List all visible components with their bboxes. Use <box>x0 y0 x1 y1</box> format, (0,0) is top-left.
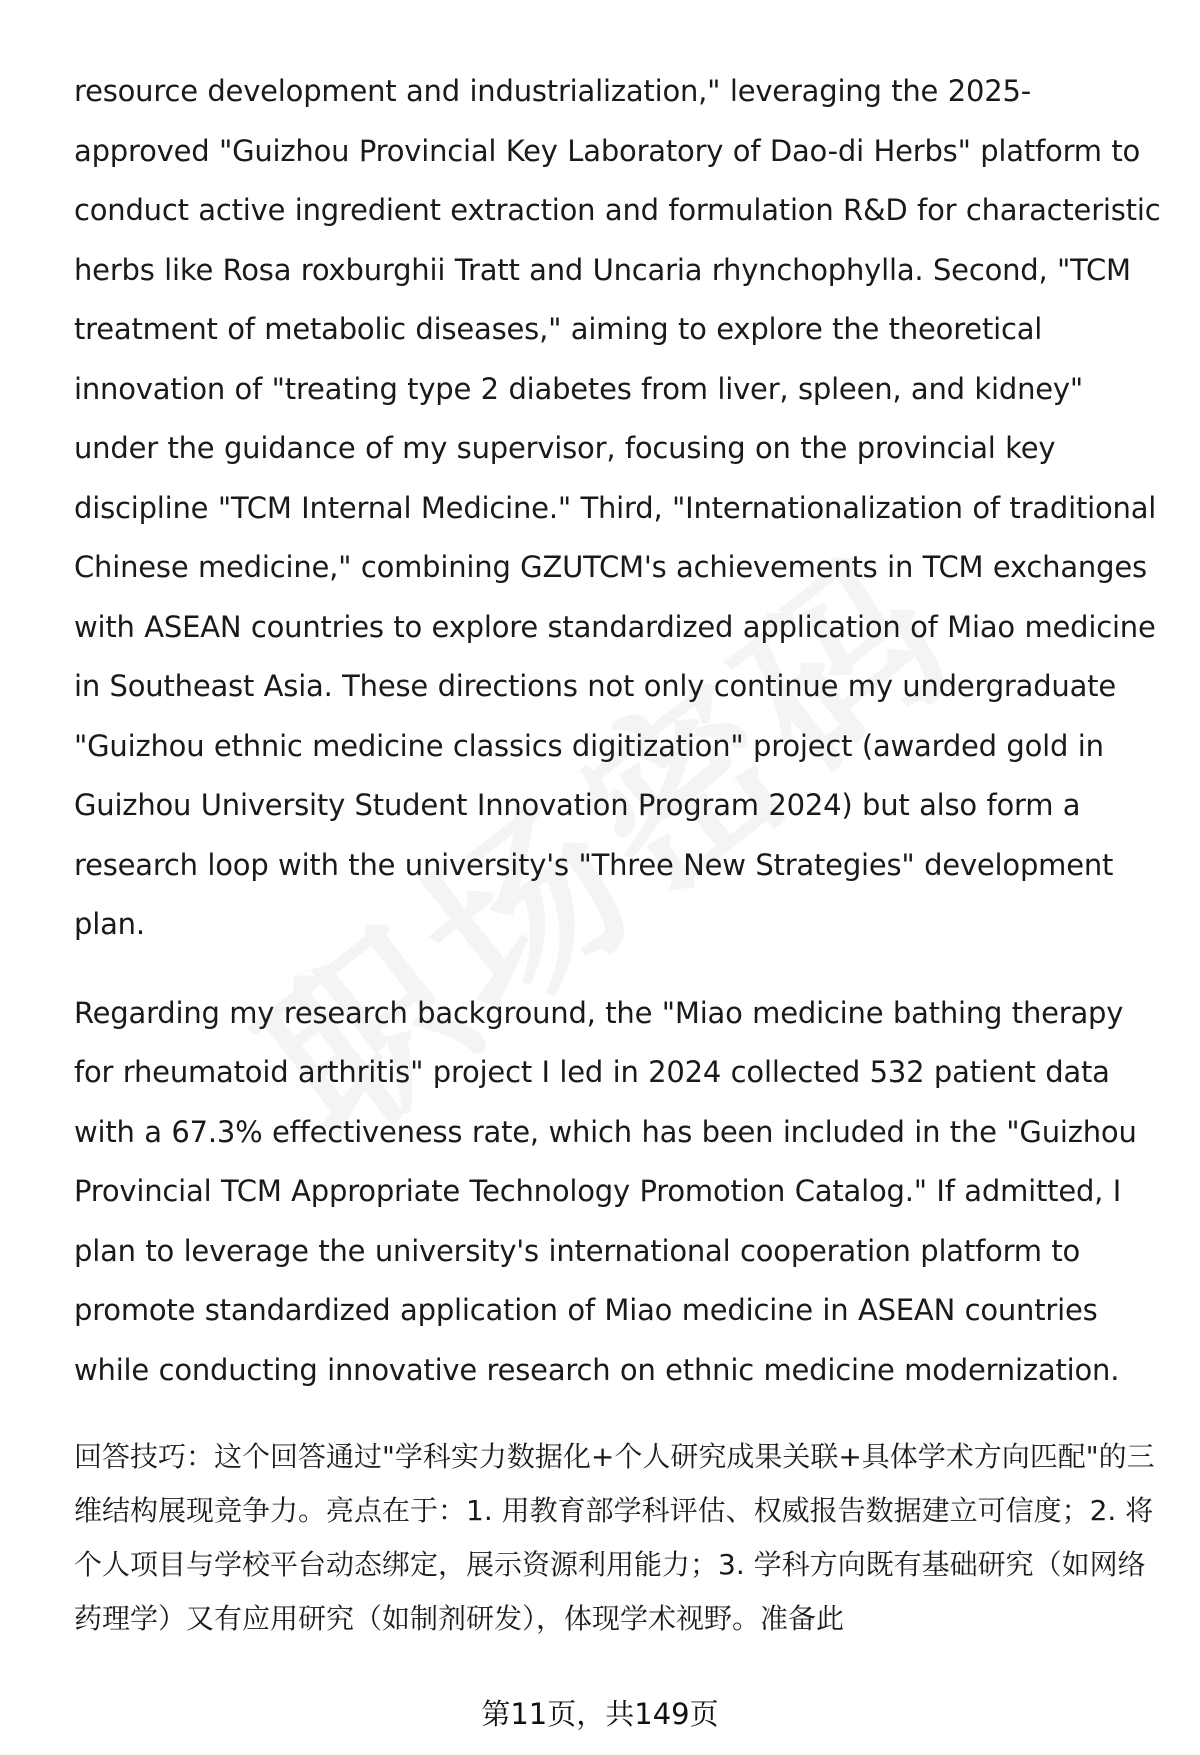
page-number: 第11页，共149页 <box>481 1697 719 1731</box>
document-body <box>74 62 1164 1646</box>
paragraph-research-background: Regarding my research background, the "Miao medicine bathing therapy for rheumatoid arthritis" project I led in 2024 collected 532 patient data with a 67.3% effectiveness rate, which has been included in the "Guizhou Provincial TCM Appropriate Technology Promotion Catalog." If admitted, I plan to leverage the university's international cooperation platform to promote standardized application of Miao medicine in ASEAN countries while conducting innovative research on ethnic medicine modernization. <box>74 995 1137 1387</box>
paragraph-research-directions: resource development and industrialization," leveraging the 2025-approved "Guizhou Provincial Key Laboratory of Dao-di Herbs" platform to conduct active ingredient extraction and formulation R&D for characteristic herbs like Rosa roxburghii Tratt and Uncaria rhynchophylla. Second, "TCM treatment of metabolic diseases," aiming to explore the theoretical innovation of "treating type 2 diabetes from liver, spleen, and kidney" under the guidance of my supervisor, focusing on the provincial key discipline "TCM Internal Medicine." Third, "Internationalization of traditional Chinese medicine," combining GZUTCM's achievements in TCM exchanges with ASEAN countries to explore standardized application of Miao medicine in Southeast Asia. These directions not only continue my undergraduate "Guizhou ethnic medicine classics digitization" project (awarded gold in Guizhou University Student Innovation Program 2024) but also form a research loop with the university's "Three New Strategies" development plan. <box>74 74 1161 941</box>
answer-tips: 回答技巧：这个回答通过"学科实力数据化+个人研究成果关联+具体学术方向匹配"的三维结构展现竞争力。亮点在于：1. 用教育部学科评估、权威报告数据建立可信度；2. 将个人项目与学校平台动态绑定，展示资源利用能力；3. 学科方向既有基础研究（如网络药理学）又有应用研究（如制剂研发），体现学术视野。准备此 <box>74 1440 1155 1635</box>
